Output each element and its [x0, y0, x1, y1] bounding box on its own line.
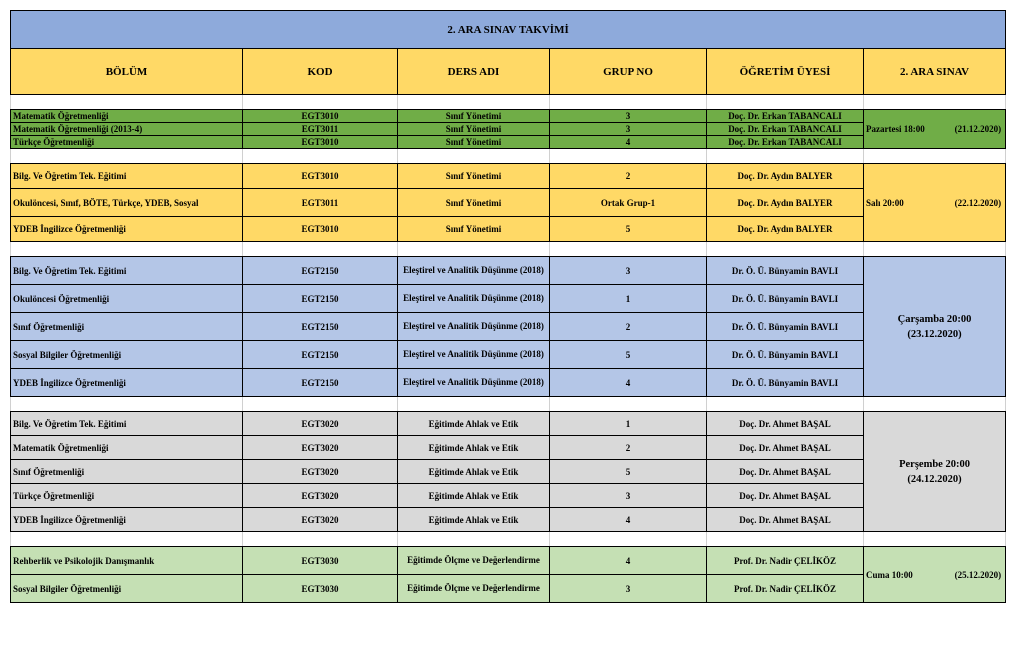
- cell-uye: Doç. Dr. Ahmet BAŞAL: [707, 436, 864, 460]
- cell-kod: EGT2150: [243, 341, 398, 369]
- cell-uye: Dr. Ö. Ü. Bünyamin BAVLI: [707, 285, 864, 313]
- spacer-row: [11, 397, 1006, 412]
- cell-grup: 5: [550, 460, 707, 484]
- cell-kod: EGT3010: [243, 164, 398, 189]
- table-title: 2. ARA SINAV TAKVİMİ: [11, 11, 1006, 49]
- table-row: [11, 575, 1006, 603]
- cell-ders: Eğitimde Ölçme ve Değerlendirme: [398, 575, 550, 603]
- cell-bolum: Sosyal Bilgiler Öğretmenliği: [11, 575, 243, 603]
- exam-time-cell: [864, 412, 1006, 532]
- cell-grup: 4: [550, 136, 707, 149]
- cell-bolum: YDEB İngilizce Öğretmenliği: [11, 508, 243, 532]
- cell-kod: EGT2150: [243, 285, 398, 313]
- cell-bolum: Okulöncesi Öğretmenliği: [11, 285, 243, 313]
- cell-bolum: Sınıf Öğretmenliği: [11, 313, 243, 341]
- cell-kod: EGT3010: [243, 110, 398, 123]
- cell-uye: Doç. Dr. Erkan TABANCALI: [707, 136, 864, 149]
- cell-uye: Doç. Dr. Aydın BALYER: [707, 217, 864, 242]
- cell-ders: Eleştirel ve Analitik Düşünme (2018): [398, 369, 550, 397]
- cell-grup: 3: [550, 110, 707, 123]
- cell-ders: Sınıf Yönetimi: [398, 217, 550, 242]
- cell-ders: Eğitimde Ahlak ve Etik: [398, 460, 550, 484]
- exam-day: Çarşamba 20:00: [897, 313, 972, 325]
- cell-uye: Doç. Dr. Ahmet BAŞAL: [707, 460, 864, 484]
- spacer-row: [11, 95, 1006, 110]
- exam-day: Pazartesi 18:00: [866, 124, 925, 134]
- cell-kod: EGT3011: [243, 189, 398, 217]
- table-row: [11, 257, 1006, 285]
- cell-ders: Sınıf Yönetimi: [398, 164, 550, 189]
- table-row: [11, 313, 1006, 341]
- exam-date: (22.12.2020): [954, 197, 1002, 208]
- cell-uye: Prof. Dr. Nadir ÇELİKÖZ: [707, 547, 864, 575]
- exam-day: Perşembe 20:00: [899, 458, 970, 470]
- cell-bolum: YDEB İngilizce Öğretmenliği: [11, 217, 243, 242]
- spacer-row: [11, 532, 1006, 547]
- cell-bolum: Bilg. Ve Öğretim Tek. Eğitimi: [11, 164, 243, 189]
- header-grup-no: GRUP NO: [550, 49, 707, 95]
- exam-date: (25.12.2020): [954, 569, 1002, 580]
- cell-uye: Doç. Dr. Erkan TABANCALI: [707, 110, 864, 123]
- table-row: [11, 508, 1006, 532]
- cell-uye: Dr. Ö. Ü. Bünyamin BAVLI: [707, 313, 864, 341]
- cell-ders: Sınıf Yönetimi: [398, 123, 550, 136]
- cell-grup: 3: [550, 575, 707, 603]
- exam-time-cell: [864, 257, 1006, 397]
- cell-grup: 2: [550, 436, 707, 460]
- cell-kod: EGT3020: [243, 484, 398, 508]
- table-row: [11, 189, 1006, 217]
- cell-bolum: Türkçe Öğretmenliği: [11, 484, 243, 508]
- table-row: [11, 164, 1006, 189]
- exam-time-cell: [864, 110, 1006, 149]
- cell-ders: Eleştirel ve Analitik Düşünme (2018): [398, 313, 550, 341]
- table-row: [11, 484, 1006, 508]
- cell-kod: EGT3020: [243, 436, 398, 460]
- cell-ders: Eğitimde Ahlak ve Etik: [398, 508, 550, 532]
- header-ders-adi: DERS ADI: [398, 49, 550, 95]
- cell-bolum: Rehberlik ve Psikolojik Danışmanlık: [11, 547, 243, 575]
- cell-uye: Dr. Ö. Ü. Bünyamin BAVLI: [707, 257, 864, 285]
- cell-uye: Doç. Dr. Ahmet BAŞAL: [707, 484, 864, 508]
- cell-bolum: Matematik Öğretmenliği: [11, 110, 243, 123]
- cell-kod: EGT3010: [243, 136, 398, 149]
- cell-bolum: Sosyal Bilgiler Öğretmenliği: [11, 341, 243, 369]
- cell-grup: 1: [550, 285, 707, 313]
- header-ogretim-uyesi: ÖĞRETİM ÜYESİ: [707, 49, 864, 95]
- header-ara-sinav: 2. ARA SINAV: [864, 49, 1006, 95]
- cell-kod: EGT3030: [243, 575, 398, 603]
- cell-bolum: Bilg. Ve Öğretim Tek. Eğitimi: [11, 412, 243, 436]
- cell-ders: Eleştirel ve Analitik Düşünme (2018): [398, 341, 550, 369]
- table-row: [11, 285, 1006, 313]
- table-row: [11, 369, 1006, 397]
- header-bolum: BÖLÜM: [11, 49, 243, 95]
- exam-date: (24.12.2020): [907, 473, 962, 485]
- cell-bolum: YDEB İngilizce Öğretmenliği: [11, 369, 243, 397]
- cell-grup: 4: [550, 547, 707, 575]
- cell-grup: 3: [550, 484, 707, 508]
- cell-uye: Doç. Dr. Erkan TABANCALI: [707, 123, 864, 136]
- exam-schedule-sheet: [10, 10, 1005, 603]
- cell-grup: 5: [550, 217, 707, 242]
- exam-date: (23.12.2020): [907, 328, 962, 340]
- cell-bolum: Bilg. Ve Öğretim Tek. Eğitimi: [11, 257, 243, 285]
- spacer-row: [11, 242, 1006, 257]
- exam-day: Salı 20:00: [866, 197, 904, 208]
- table-row: [11, 123, 1006, 136]
- cell-ders: Eğitimde Ahlak ve Etik: [398, 412, 550, 436]
- table-row: [11, 436, 1006, 460]
- cell-grup: 1: [550, 412, 707, 436]
- cell-bolum: Sınıf Öğretmenliği: [11, 460, 243, 484]
- cell-bolum: Türkçe Öğretmenliği: [11, 136, 243, 149]
- cell-grup: 4: [550, 508, 707, 532]
- cell-grup: 2: [550, 164, 707, 189]
- cell-bolum: Matematik Öğretmenliği (2013-4): [11, 123, 243, 136]
- header-row: [11, 49, 1006, 95]
- cell-uye: Doç. Dr. Ahmet BAŞAL: [707, 412, 864, 436]
- table-row: [11, 217, 1006, 242]
- cell-uye: Doç. Dr. Aydın BALYER: [707, 189, 864, 217]
- cell-uye: Dr. Ö. Ü. Bünyamin BAVLI: [707, 369, 864, 397]
- cell-kod: EGT2150: [243, 313, 398, 341]
- spacer-row: [11, 149, 1006, 164]
- cell-bolum: Okulöncesi, Sınıf, BÖTE, Türkçe, YDEB, Sosyal: [11, 189, 243, 217]
- table-row: [11, 341, 1006, 369]
- table-row: [11, 110, 1006, 123]
- header-kod: KOD: [243, 49, 398, 95]
- cell-grup: 3: [550, 123, 707, 136]
- cell-uye: Doç. Dr. Aydın BALYER: [707, 164, 864, 189]
- exam-day: Cuma 10:00: [866, 569, 913, 580]
- cell-ders: Eğitimde Ahlak ve Etik: [398, 436, 550, 460]
- cell-uye: Prof. Dr. Nadir ÇELİKÖZ: [707, 575, 864, 603]
- cell-kod: EGT3020: [243, 508, 398, 532]
- table-row: [11, 547, 1006, 575]
- exam-schedule-table: [10, 10, 1006, 603]
- cell-kod: EGT2150: [243, 257, 398, 285]
- cell-grup: 5: [550, 341, 707, 369]
- cell-ders: Sınıf Yönetimi: [398, 189, 550, 217]
- cell-ders: Eleştirel ve Analitik Düşünme (2018): [398, 285, 550, 313]
- cell-kod: EGT3030: [243, 547, 398, 575]
- cell-grup: 3: [550, 257, 707, 285]
- cell-kod: EGT3010: [243, 217, 398, 242]
- exam-time-cell: [864, 547, 1006, 603]
- cell-ders: Sınıf Yönetimi: [398, 110, 550, 123]
- cell-grup: 4: [550, 369, 707, 397]
- cell-uye: Doç. Dr. Ahmet BAŞAL: [707, 508, 864, 532]
- table-row: [11, 136, 1006, 149]
- table-row: [11, 412, 1006, 436]
- cell-ders: Eğitimde Ölçme ve Değerlendirme: [398, 547, 550, 575]
- table-row: [11, 460, 1006, 484]
- cell-ders: Eğitimde Ahlak ve Etik: [398, 484, 550, 508]
- cell-ders: Sınıf Yönetimi: [398, 136, 550, 149]
- cell-ders: Eleştirel ve Analitik Düşünme (2018): [398, 257, 550, 285]
- cell-grup: 2: [550, 313, 707, 341]
- exam-date: (21.12.2020): [954, 124, 1002, 134]
- cell-kod: EGT2150: [243, 369, 398, 397]
- cell-kod: EGT3020: [243, 412, 398, 436]
- cell-kod: EGT3011: [243, 123, 398, 136]
- cell-kod: EGT3020: [243, 460, 398, 484]
- cell-grup: Ortak Grup-1: [550, 189, 707, 217]
- exam-time-cell: [864, 164, 1006, 242]
- cell-bolum: Matematik Öğretmenliği: [11, 436, 243, 460]
- cell-uye: Dr. Ö. Ü. Bünyamin BAVLI: [707, 341, 864, 369]
